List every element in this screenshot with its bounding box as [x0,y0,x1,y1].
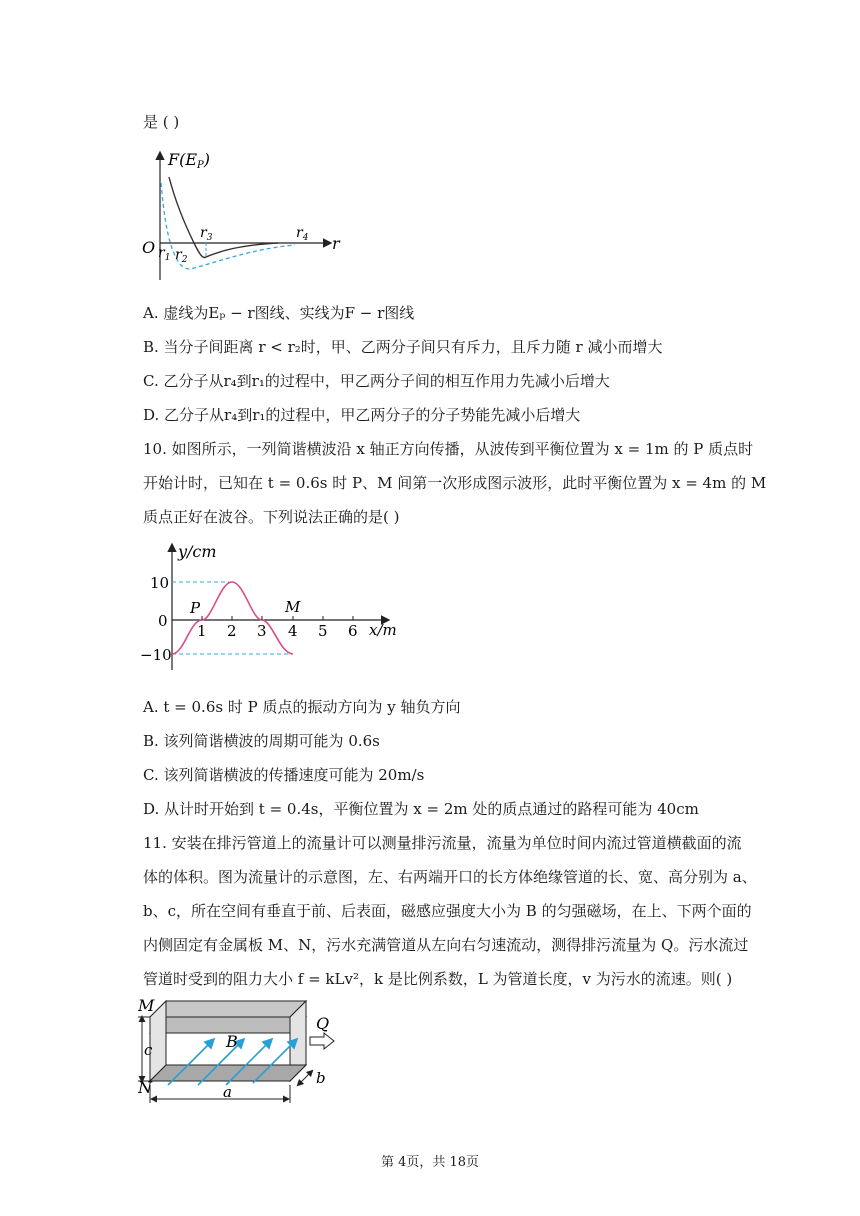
q9-solid-curve [169,177,278,258]
q10-label-P: P [190,599,201,617]
q11-label-a: a [223,1083,232,1101]
q10-x-tick-5: 5 [318,622,328,640]
q11-stem-line-3: b、c，所在空间有垂直于前、后表面，磁感应强度大小为 B 的匀强磁场，在上、下两个面的 [143,902,752,920]
q10-stem-line-2: 开始计时，已知在 t = 0.6s 时 P、M 间第一次形成图示波形，此时平衡位置为 x = 4m 的 M [143,474,767,492]
q10-option-c: C. 该列简谐横波的传播速度可能为 20m/s [143,766,425,784]
q11-stem-line-2: 体的体积。图为流量计的示意图，左、右两端开口的长方体绝缘管道的长、宽、高分别为 a、 [143,868,757,886]
q9-option-b: B. 当分子间距离 r < r₂时，甲、乙两分子间只有斥力，且斥力随 r 减小而增大 [143,338,663,356]
q11-label-b: b [316,1069,326,1087]
q10-y-tick-10: 10 [150,574,170,592]
q10-x-tick-6: 6 [348,622,358,640]
q9-r1: $r_1$ [158,245,171,263]
q11-label-M: M [138,996,155,1015]
q9-option-d: D. 乙分子从r₄到r₁的过程中，甲乙两分子的分子势能先减小后增大 [143,406,581,424]
page-footer: 第 4页，共 18页 [380,1155,480,1170]
q11-flowmeter-diagram [138,995,358,1107]
q10-ylabel: y/cm [178,542,217,561]
q9-xlabel: r [332,234,340,253]
q11-label-N: N [138,1078,152,1097]
q10-y-tick-neg10: −10 [140,646,172,664]
q10-option-b: B. 该列简谐横波的周期可能为 0.6s [143,732,380,750]
q10-y-tick-0: 0 [158,612,168,630]
q9-ylabel: F(EP) [168,150,211,171]
q9-r2: $r_2$ [175,247,188,265]
q10-x-tick-1: 1 [197,622,207,640]
q10-xlabel: x/m [369,621,397,639]
q10-stem-line-1: 10. 如图所示，一列简谐横波沿 x 轴正方向传播，从波传到平衡位置为 x = 1m 的 P 质点时 [143,440,754,458]
q10-x-tick-2: 2 [227,622,237,640]
q10-option-a: A. t = 0.6s 时 P 质点的振动方向为 y 轴负方向 [143,698,461,716]
q9-force-energy-graph [140,145,350,285]
q9-stem-tail: 是 ( ) [143,113,180,131]
q10-x-tick-4: 4 [288,622,298,640]
q9-origin: O [142,238,156,257]
q11-stem-line-1: 11. 安装在排污管道上的流量计可以测量排污流量，流量为单位时间内流过管道横截面的流 [143,834,742,852]
q9-r3: $r_3$ [200,225,213,243]
q9-option-c: C. 乙分子从r₄到r₁的过程中，甲乙两分子间的相互作用力先减小后增大 [143,372,610,390]
q10-wave-graph [138,540,408,675]
q11-label-Q: Q [316,1014,330,1033]
q10-label-M: M [285,598,301,616]
q10-stem-line-3: 质点正好在波谷。下列说法正确的是( ) [143,508,400,526]
q10-option-d: D. 从计时开始到 t = 0.4s，平衡位置为 x = 2m 处的质点通过的路程可能为 40cm [143,800,699,818]
q10-x-tick-3: 3 [257,622,267,640]
q11-label-c: c [144,1041,153,1059]
q11-stem-line-4: 内侧固定有金属板 M、N，污水充满管道从左向右匀速流动，测得排污流量为 Q。污水流过 [143,936,749,954]
q9-option-a: A. 虚线为Eₚ − r图线、实线为F − r图线 [143,304,415,322]
q11-label-B: B [226,1032,238,1051]
q11-stem-line-5: 管道时受到的阻力大小 f = kLv²，k 是比例系数，L 为管道长度，v 为污水的流速。则( ) [143,970,733,988]
q9-r4: $r_4$ [296,225,309,243]
